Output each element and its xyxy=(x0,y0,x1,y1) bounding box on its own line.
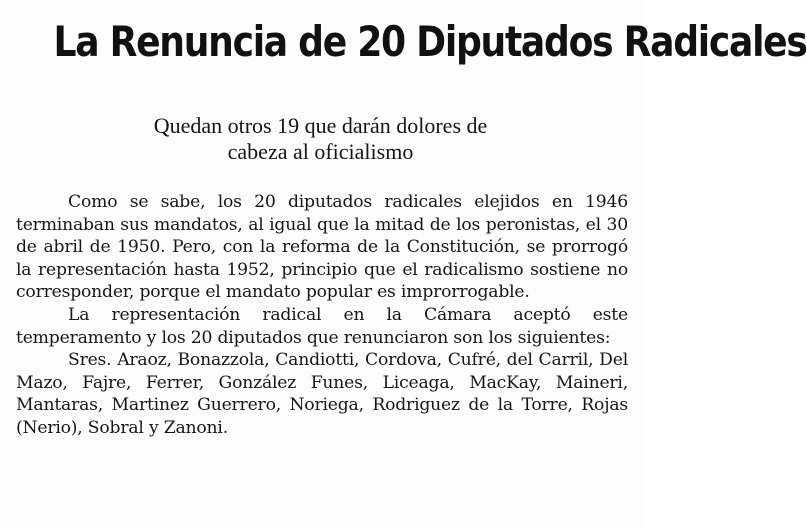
headline: La Renuncia de 20 Diputados Radicales xyxy=(53,17,807,66)
article-body xyxy=(16,191,628,440)
paragraph-1: Como se sabe, los 20 diputados radicales elejidos en 1946 terminaban sus mandatos, al igual que la mitad de los peronistas, el 30 de abril de 1950. Pero, con la reforma de la Constitución, se prorrogó la representación hasta 1952, principio que el radicalismo sostiene no corresponder, porque el mandato popular es improrrogable. xyxy=(16,192,628,303)
paragraph-3: Sres. Araoz, Bonazzola, Candiotti, Cordova, Cufré, del Carril, Del Mazo, Fajre, Ferrer, González Funes, Liceaga, MacKay, Maineri, Mantaras, Martinez Guerrero, Noriega, Rodriguez de la Torre, Rojas (Nerio), Sobral y Zanoni. xyxy=(16,350,628,438)
subhead-line-1: Quedan otros 19 que darán dolores de xyxy=(153,113,488,138)
paragraph-2: La representación radical en la Cámara aceptó este temperamento y los 20 diputados que renunciaron son los siguientes: xyxy=(16,304,628,348)
subheadline xyxy=(40,113,601,165)
subhead-line-2: cabeza al oficialismo xyxy=(227,139,414,164)
